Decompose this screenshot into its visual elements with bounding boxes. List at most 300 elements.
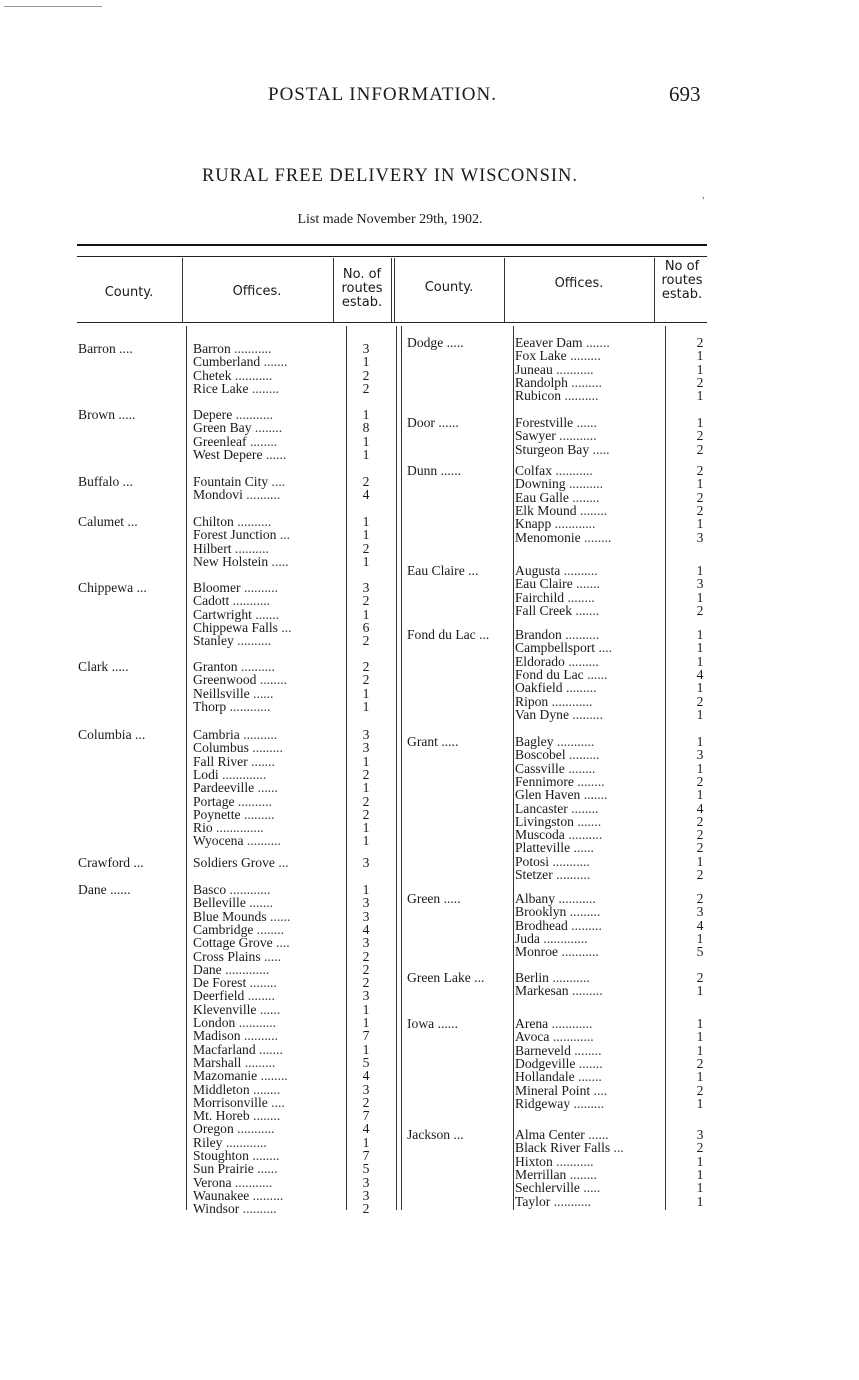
office-label: Oakfield — [515, 680, 563, 696]
office-name — [515, 604, 599, 617]
office-label: Madison — [193, 1028, 241, 1044]
office-label: Portage — [193, 793, 235, 809]
office-name — [193, 621, 292, 634]
dot-leader: ...... — [256, 1001, 281, 1017]
office-label: Granton — [193, 659, 238, 674]
dot-leader: ........... — [232, 407, 274, 422]
office-name — [515, 1155, 594, 1168]
dot-leader: ........... — [233, 1121, 275, 1137]
dot-leader: ........ — [246, 433, 278, 449]
office-name — [193, 976, 277, 989]
office-label: Cartwright — [193, 606, 252, 622]
office-name — [193, 687, 273, 700]
margin-mark: , — [702, 190, 705, 201]
office-label: Sun Prairie — [193, 1161, 254, 1177]
office-label: Cambria — [193, 727, 240, 742]
routes-count: 3 — [696, 904, 704, 920]
office-label: Greenleaf — [193, 433, 247, 449]
office-label: Potosi — [515, 853, 549, 869]
routes-count: 5 — [696, 944, 704, 960]
routes-count: 7 — [362, 1148, 370, 1163]
office-label: Fond du Lac — [515, 666, 584, 682]
dot-leader: .......... — [231, 540, 269, 556]
header-offices-right: Offices. — [554, 276, 604, 291]
office-name — [193, 1176, 272, 1189]
office-name — [515, 336, 610, 349]
dot-leader: .......... — [239, 727, 278, 742]
dot-leader: ...... — [249, 685, 274, 701]
routes-count: 5 — [362, 1161, 370, 1177]
office-name — [193, 634, 271, 647]
dot-leader: .......... — [560, 563, 598, 578]
dot-leader: ........... — [549, 853, 590, 869]
county-name: Green ..... — [407, 891, 461, 906]
county-name: Chippewa ... — [78, 580, 147, 595]
dot-leader: ......... — [568, 706, 603, 722]
routes-count: 1 — [696, 640, 704, 656]
office-name — [515, 628, 599, 641]
office-label: Dodgeville — [515, 1055, 576, 1071]
routes-count: 1 — [696, 476, 704, 492]
dot-leader: ............ — [551, 516, 596, 532]
dot-leader: ........... — [555, 428, 597, 444]
dot-leader: ......... — [567, 917, 602, 933]
office-name — [193, 382, 279, 395]
routes-count: 1 — [362, 527, 370, 543]
dot-leader: .......... — [240, 1028, 278, 1044]
county-name: Dunn ...... — [407, 463, 461, 478]
office-name — [193, 1029, 278, 1042]
office-name — [515, 1128, 609, 1141]
header-routes-line: estab. — [661, 287, 703, 302]
office-name — [515, 748, 600, 761]
dot-leader: ........... — [555, 891, 596, 906]
header-routes-line: routes — [341, 281, 383, 296]
routes-count: 2 — [696, 428, 704, 444]
col-divider — [654, 258, 655, 322]
routes-count: 8 — [362, 420, 370, 436]
office-label: Fall Creek — [515, 602, 573, 618]
office-name — [193, 963, 269, 976]
office-name — [193, 408, 273, 421]
routes-count: 2 — [362, 380, 370, 396]
routes-count: 2 — [696, 827, 704, 843]
office-label: Soldiers Grove — [193, 855, 275, 870]
dot-leader: .......... — [561, 627, 600, 642]
office-label: Eau Galle — [515, 489, 569, 505]
routes-count: 2 — [362, 672, 370, 688]
office-label: Albany — [515, 891, 556, 906]
office-name — [193, 883, 270, 896]
dot-leader: ........... — [229, 593, 271, 609]
routes-count: 1 — [696, 930, 704, 946]
office-name — [193, 542, 269, 555]
routes-count: 2 — [696, 502, 704, 518]
office-name — [193, 1202, 277, 1215]
dot-leader: .......... — [565, 476, 603, 492]
office-name — [193, 673, 287, 686]
office-label: De Forest — [193, 975, 247, 991]
office-label: Brandon — [515, 627, 562, 642]
routes-count: 2 — [362, 540, 370, 556]
office-label: Forest Junction — [193, 527, 277, 543]
routes-count: 1 — [362, 606, 370, 622]
routes-count: 1 — [362, 1015, 370, 1030]
office-name — [193, 369, 272, 382]
dot-leader: ...... — [583, 666, 608, 682]
office-name — [515, 855, 590, 868]
office-name — [193, 768, 266, 781]
routes-count: 1 — [362, 514, 370, 529]
routes-count: 1 — [696, 1069, 704, 1085]
office-name — [193, 342, 272, 355]
office-label: Ridgeway — [515, 1095, 571, 1111]
office-label: Verona — [193, 1174, 232, 1190]
office-name — [193, 923, 284, 936]
office-label: Rice Lake — [193, 380, 249, 396]
dot-leader: ............ — [548, 693, 593, 709]
office-name — [515, 1141, 624, 1154]
office-name — [515, 416, 597, 429]
routes-count: 1 — [696, 589, 704, 605]
routes-count: 4 — [696, 666, 704, 682]
header-offices-left: Offices. — [232, 284, 282, 299]
dot-leader: ........ — [568, 489, 600, 505]
office-label: Windsor — [193, 1201, 240, 1217]
routes-count: 3 — [696, 529, 704, 545]
dot-leader: ........ — [249, 1108, 281, 1124]
dot-leader: ....... — [245, 895, 274, 911]
dot-leader: .......... — [243, 833, 281, 849]
office-label: Eeaver Dam — [515, 335, 583, 350]
office-name — [193, 1069, 288, 1082]
office-name — [193, 555, 289, 568]
dot-leader: .......... — [552, 867, 591, 882]
office-label: Brodhead — [515, 917, 568, 933]
dot-leader: ....... — [575, 1055, 603, 1071]
dot-leader: ....... — [580, 787, 608, 803]
office-label: Downing — [515, 476, 566, 492]
dot-leader: ...... — [262, 446, 287, 462]
dot-leader: ........... — [552, 463, 593, 478]
routes-count: 3 — [362, 855, 370, 870]
dot-leader: .... — [595, 640, 613, 656]
office-name — [515, 477, 603, 490]
page-number: 693 — [669, 82, 701, 106]
routes-count: 2 — [362, 659, 370, 674]
office-name — [193, 834, 281, 847]
office-name — [193, 1109, 280, 1122]
county-name: Dodge ..... — [407, 335, 464, 350]
county-name: Door ...... — [407, 415, 459, 430]
office-name — [193, 528, 290, 541]
col-divider — [186, 326, 187, 1210]
routes-count: 1 — [696, 1193, 704, 1209]
dot-leader: ........ — [570, 1042, 602, 1058]
routes-count: 2 — [362, 961, 370, 977]
header-routes-line: No of — [664, 259, 700, 274]
col-divider — [401, 326, 402, 1210]
routes-count: 5 — [362, 1054, 370, 1070]
office-label: Stanley — [193, 633, 234, 649]
office-name — [193, 795, 272, 808]
routes-count: 1 — [362, 698, 370, 714]
dot-leader: .... — [267, 1094, 285, 1110]
county-name: Fond du Lac ... — [407, 627, 490, 642]
dot-leader: .......... — [239, 1201, 277, 1217]
routes-count: 2 — [362, 367, 370, 383]
office-label: Avoca — [515, 1029, 550, 1045]
office-name — [193, 1149, 280, 1162]
routes-count: 1 — [696, 1166, 704, 1182]
dot-leader: .... — [590, 1082, 608, 1098]
routes-count: 1 — [362, 820, 370, 836]
office-name — [515, 531, 611, 544]
office-name — [193, 1096, 285, 1109]
routes-count: 2 — [362, 593, 370, 609]
routes-count: 1 — [362, 1001, 370, 1017]
dot-leader: ........... — [558, 944, 599, 960]
office-name — [193, 355, 287, 368]
office-name — [515, 802, 598, 815]
routes-count: 2 — [696, 374, 704, 390]
col-divider — [665, 326, 666, 1210]
dot-leader: .......... — [561, 388, 599, 404]
office-label: Blue Mounds — [193, 908, 267, 924]
office-name — [193, 1162, 278, 1175]
office-label: Middleton — [193, 1081, 250, 1097]
dot-leader: ......... — [248, 740, 283, 756]
dot-leader: ......... — [565, 747, 600, 763]
office-name — [193, 475, 285, 488]
routes-count: 2 — [696, 602, 704, 618]
routes-count: 2 — [696, 1055, 704, 1071]
county-name: Eau Claire ... — [407, 563, 479, 578]
header-county-left: County. — [104, 285, 154, 300]
office-label: Fennimore — [515, 773, 574, 789]
office-label: Eau Claire — [515, 576, 573, 592]
office-label: Augusta — [515, 563, 561, 578]
routes-count: 2 — [696, 813, 704, 829]
page-title: RURAL FREE DELIVERY IN WISCONSIN. — [201, 166, 579, 186]
office-label: Riley — [193, 1134, 223, 1150]
routes-count: 2 — [362, 1201, 370, 1217]
routes-count: 1 — [362, 1134, 370, 1150]
office-label: Juneau — [515, 361, 553, 377]
office-name — [515, 932, 588, 945]
office-name — [193, 1083, 280, 1096]
office-name — [515, 464, 593, 477]
office-name — [193, 488, 280, 501]
routes-count: 1 — [696, 1029, 704, 1045]
routes-count: 3 — [362, 988, 370, 1004]
routes-count: 1 — [696, 1153, 704, 1169]
dot-leader: .......... — [564, 827, 603, 843]
office-name — [193, 1056, 275, 1069]
office-name — [515, 868, 590, 881]
dot-leader: ...... — [253, 1161, 278, 1177]
office-label: Chilton — [193, 514, 234, 529]
office-name — [515, 668, 608, 681]
office-name — [515, 429, 597, 442]
routes-count: 4 — [696, 800, 704, 816]
office-label: Ripon — [515, 693, 549, 709]
dot-leader: ....... — [255, 1041, 283, 1057]
office-name — [515, 681, 597, 694]
dot-leader: .......... — [237, 659, 275, 674]
office-name — [515, 788, 608, 801]
office-label: West Depere — [193, 446, 263, 462]
office-label: Stoughton — [193, 1148, 249, 1163]
routes-count: 2 — [362, 948, 370, 964]
office-label: Eldorado — [515, 653, 565, 669]
routes-count: 2 — [362, 975, 370, 991]
dot-leader: .............. — [212, 820, 264, 836]
dot-leader: ........ — [564, 760, 596, 776]
dot-leader: ......... — [564, 653, 599, 669]
routes-count: 1 — [696, 361, 704, 377]
office-label: Cross Plains — [193, 948, 261, 964]
office-label: Hilbert — [193, 540, 232, 556]
dot-leader: ...... — [573, 415, 597, 430]
dot-leader: .......... — [233, 514, 272, 529]
office-label: Depere — [193, 407, 233, 422]
dot-leader: ..... — [579, 1180, 601, 1196]
dot-leader: ........... — [553, 734, 595, 749]
county-name: Jackson ... — [407, 1127, 464, 1142]
dot-leader: ...... — [266, 908, 291, 924]
office-name — [515, 517, 595, 530]
office-label: Cadott — [193, 593, 230, 609]
running-head: POSTAL INFORMATION. — [268, 84, 497, 105]
office-name — [515, 1097, 604, 1110]
dot-leader: ..... — [268, 553, 289, 569]
office-name — [193, 741, 283, 754]
routes-count: 4 — [362, 921, 370, 937]
dot-leader: ....... — [574, 1069, 602, 1085]
routes-count: 2 — [696, 1140, 704, 1156]
office-name — [515, 1168, 597, 1181]
office-name — [515, 1070, 602, 1083]
dot-leader: ......... — [570, 1095, 605, 1111]
office-name — [515, 564, 598, 577]
office-name — [515, 504, 607, 517]
routes-count: 1 — [696, 760, 704, 776]
routes-count: 1 — [696, 1042, 704, 1058]
office-name — [515, 376, 602, 389]
office-label: Poynette — [193, 806, 241, 822]
dot-leader: ...... — [254, 780, 278, 796]
dot-leader: ........... — [550, 1193, 592, 1209]
office-name — [193, 700, 270, 713]
routes-count: 3 — [362, 580, 370, 595]
office-name — [515, 1017, 592, 1030]
routes-count: 2 — [362, 1094, 370, 1110]
office-label: Hixton — [515, 1153, 553, 1169]
dot-leader: ............ — [226, 882, 271, 897]
office-name — [193, 1136, 267, 1149]
routes-count: 7 — [362, 1028, 370, 1044]
office-label: Green Bay — [193, 420, 252, 436]
routes-count: 1 — [362, 553, 370, 569]
office-label: Fox Lake — [515, 348, 567, 364]
office-name — [193, 448, 286, 461]
dot-leader: .......... — [242, 487, 281, 503]
office-label: Klevenville — [193, 1001, 257, 1017]
routes-count: 1 — [696, 787, 704, 803]
office-label: Marshall — [193, 1054, 242, 1070]
office-name — [515, 389, 598, 402]
office-label: Neillsville — [193, 685, 250, 701]
office-name — [515, 591, 595, 604]
office-label: Chetek — [193, 367, 232, 383]
office-label: Forestville — [515, 415, 574, 430]
dot-leader: ........ — [567, 800, 599, 816]
routes-count: 2 — [696, 463, 704, 478]
dot-leader: ..... — [260, 948, 281, 964]
routes-count: 3 — [362, 908, 370, 924]
office-name — [193, 1122, 275, 1135]
office-label: Glen Haven — [515, 787, 581, 803]
dot-leader: ........... — [231, 367, 273, 383]
county-name: Clark ..... — [78, 659, 129, 674]
header-routes-line: routes — [661, 273, 703, 288]
col-divider — [333, 258, 334, 322]
dot-leader: .......... — [240, 580, 278, 595]
routes-count: 2 — [362, 806, 370, 822]
office-label: Lancaster — [515, 800, 568, 816]
office-label: Stetzer — [515, 867, 553, 882]
routes-count: 1 — [696, 1016, 704, 1031]
county-name: Grant ..... — [407, 734, 459, 749]
office-label: Fountain City — [193, 474, 269, 489]
office-name — [193, 515, 271, 528]
county-name: Columbia ... — [78, 727, 146, 742]
dot-leader: ........ — [249, 1081, 281, 1097]
office-name — [515, 841, 594, 854]
dot-leader: ...... — [584, 1127, 609, 1142]
routes-count: 1 — [362, 1041, 370, 1057]
office-name — [515, 349, 601, 362]
routes-count: 3 — [696, 1127, 704, 1142]
dot-leader: ....... — [572, 602, 600, 618]
dot-leader: ... — [274, 855, 289, 870]
office-label: Dane — [193, 961, 222, 977]
table-top-rule — [77, 244, 707, 246]
office-label: Juda — [515, 930, 540, 946]
routes-count: 3 — [696, 747, 704, 763]
office-label: Bagley — [515, 734, 554, 749]
routes-count: 1 — [696, 1180, 704, 1196]
col-divider — [394, 258, 395, 322]
office-label: Oregon — [193, 1121, 234, 1137]
office-name — [193, 950, 281, 963]
county-name: Iowa ...... — [407, 1016, 458, 1031]
dot-leader: ......... — [566, 904, 601, 920]
office-name — [515, 735, 594, 748]
routes-count: 2 — [362, 633, 370, 649]
office-name — [193, 581, 278, 594]
routes-count: 4 — [362, 1121, 370, 1137]
office-name — [193, 910, 290, 923]
office-name — [515, 1044, 601, 1057]
dot-leader: ........... — [235, 1015, 277, 1030]
office-label: Livingston — [515, 813, 574, 829]
office-name — [193, 728, 277, 741]
routes-count: 1 — [362, 685, 370, 701]
dot-leader: ........ — [251, 420, 283, 436]
dot-leader: ............ — [549, 1029, 594, 1045]
